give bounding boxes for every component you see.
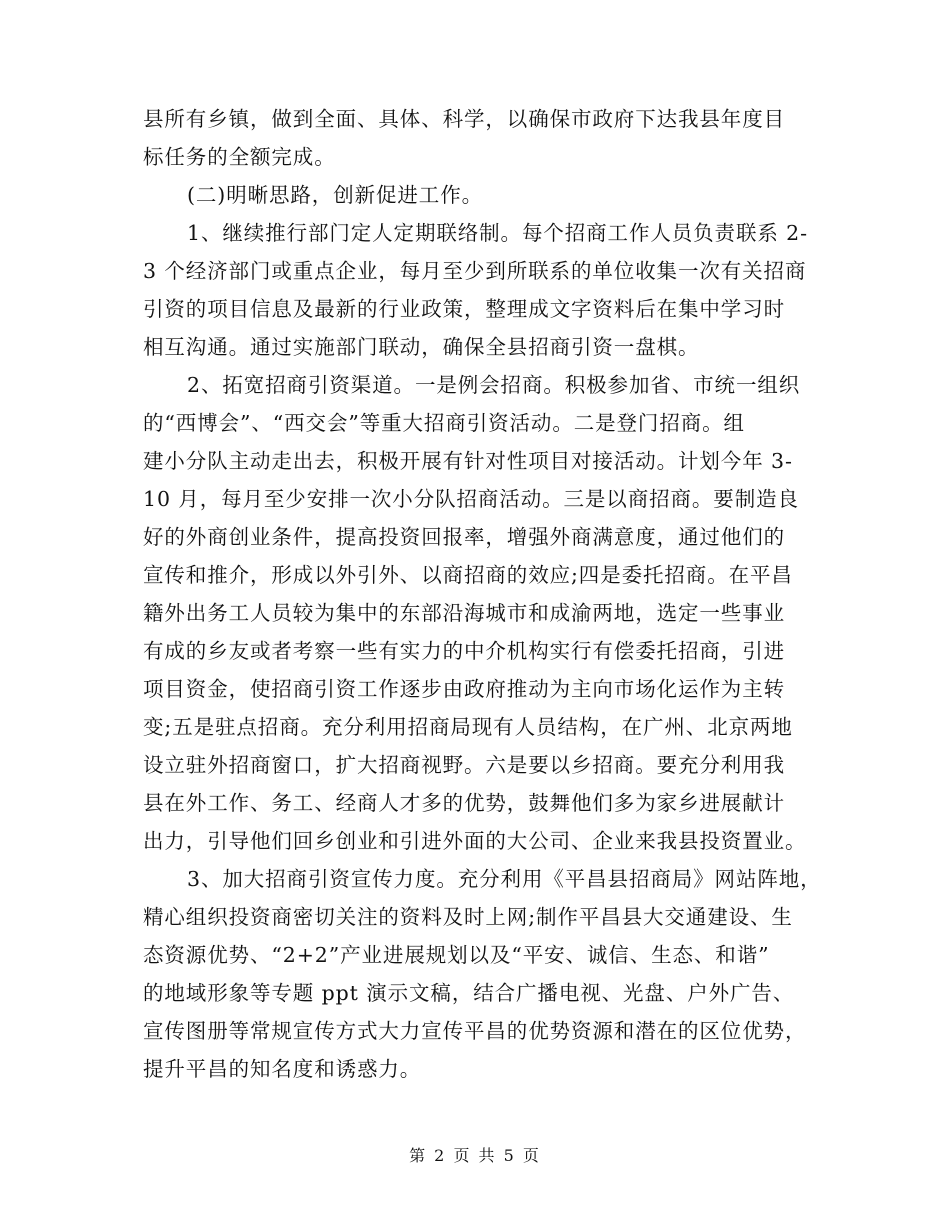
text-line: 好的外商创业条件，提高投资回报率，增强外商满意度，通过他们的 [143,525,785,549]
text-line: 项目资金，使招商引资工作逐步由政府推动为主向市场化运作为主转 [143,677,785,701]
text-line: 设立驻外招商窗口，扩大招商视野。六是要以乡招商。要充分利用我 [143,753,785,777]
text-line: 1、继续推行部门定人定期联络制。每个招商工作人员负责联系 2- [187,221,808,245]
text-line: 精心组织投资商密切关注的资料及时上网;制作平昌县大交通建设、生 [143,905,793,929]
text-line: 3、加大招商引资宣传力度。充分利用《平昌县招商局》网站阵地， [187,867,822,891]
text-line: 县在外工作、务工、经商人才多的优势，鼓舞他们多为家乡进展献计 [143,791,785,815]
page-number-footer: 第 2 页 共 5 页 [409,1146,541,1165]
text-line: 2、拓宽招商引资渠道。一是例会招商。积极参加省、市统一组织 [187,373,801,397]
text-line: 有成的乡友或者考察一些有实力的中介机构实行有偿委托招商，引进 [143,639,785,663]
text-line: 宣传和推介，形成以外引外、以商招商的效应;四是委托招商。在平昌 [143,563,793,587]
text-line: 籍外出务工人员较为集中的东部沿海城市和成渝两地，选定一些事业 [143,601,785,625]
text-line: 标任务的全额完成。 [143,145,336,169]
text-line: 的地域形象等专题 ppt 演示文稿，结合广播电视、光盘、户外广告、 [143,981,795,1005]
text-line: 建小分队主动走出去，积极开展有针对性项目对接活动。计划今年 3- [143,449,793,473]
text-line: 的“西博会”、“西交会”等重大招商引资活动。二是登门招商。组 [143,411,745,435]
text-line: 出力，引导他们回乡创业和引进外面的大公司、企业来我县投资置业。 [143,829,807,853]
text-line: 宣传图册等常规宣传方式大力宣传平昌的优势资源和潜在的区位优势， [143,1019,807,1043]
section-heading: (二)明晰思路，创新促进工作。 [187,183,483,207]
text-line: 变;五是驻点招商。充分利用招商局现有人员结构，在广州、北京两地 [143,715,793,739]
text-line: 提升平昌的知名度和诱惑力。 [143,1057,422,1081]
text-line: 10 月，每月至少安排一次小分队招商活动。三是以商招商。要制造良 [143,487,799,511]
text-line: 相互沟通。通过实施部门联动，确保全县招商引资一盘棋。 [143,335,700,359]
text-line: 3 个经济部门或重点企业，每月至少到所联系的单位收集一次有关招商 [143,259,807,283]
text-line: 县所有乡镇，做到全面、具体、科学，以确保市政府下达我县年度目 [143,107,785,131]
text-line: 态资源优势、“2+2”产业进展规划以及“平安、诚信、生态、和谐” [143,943,770,967]
text-line: 引资的项目信息及最新的行业政策，整理成文字资料后在集中学习时 [143,297,785,321]
